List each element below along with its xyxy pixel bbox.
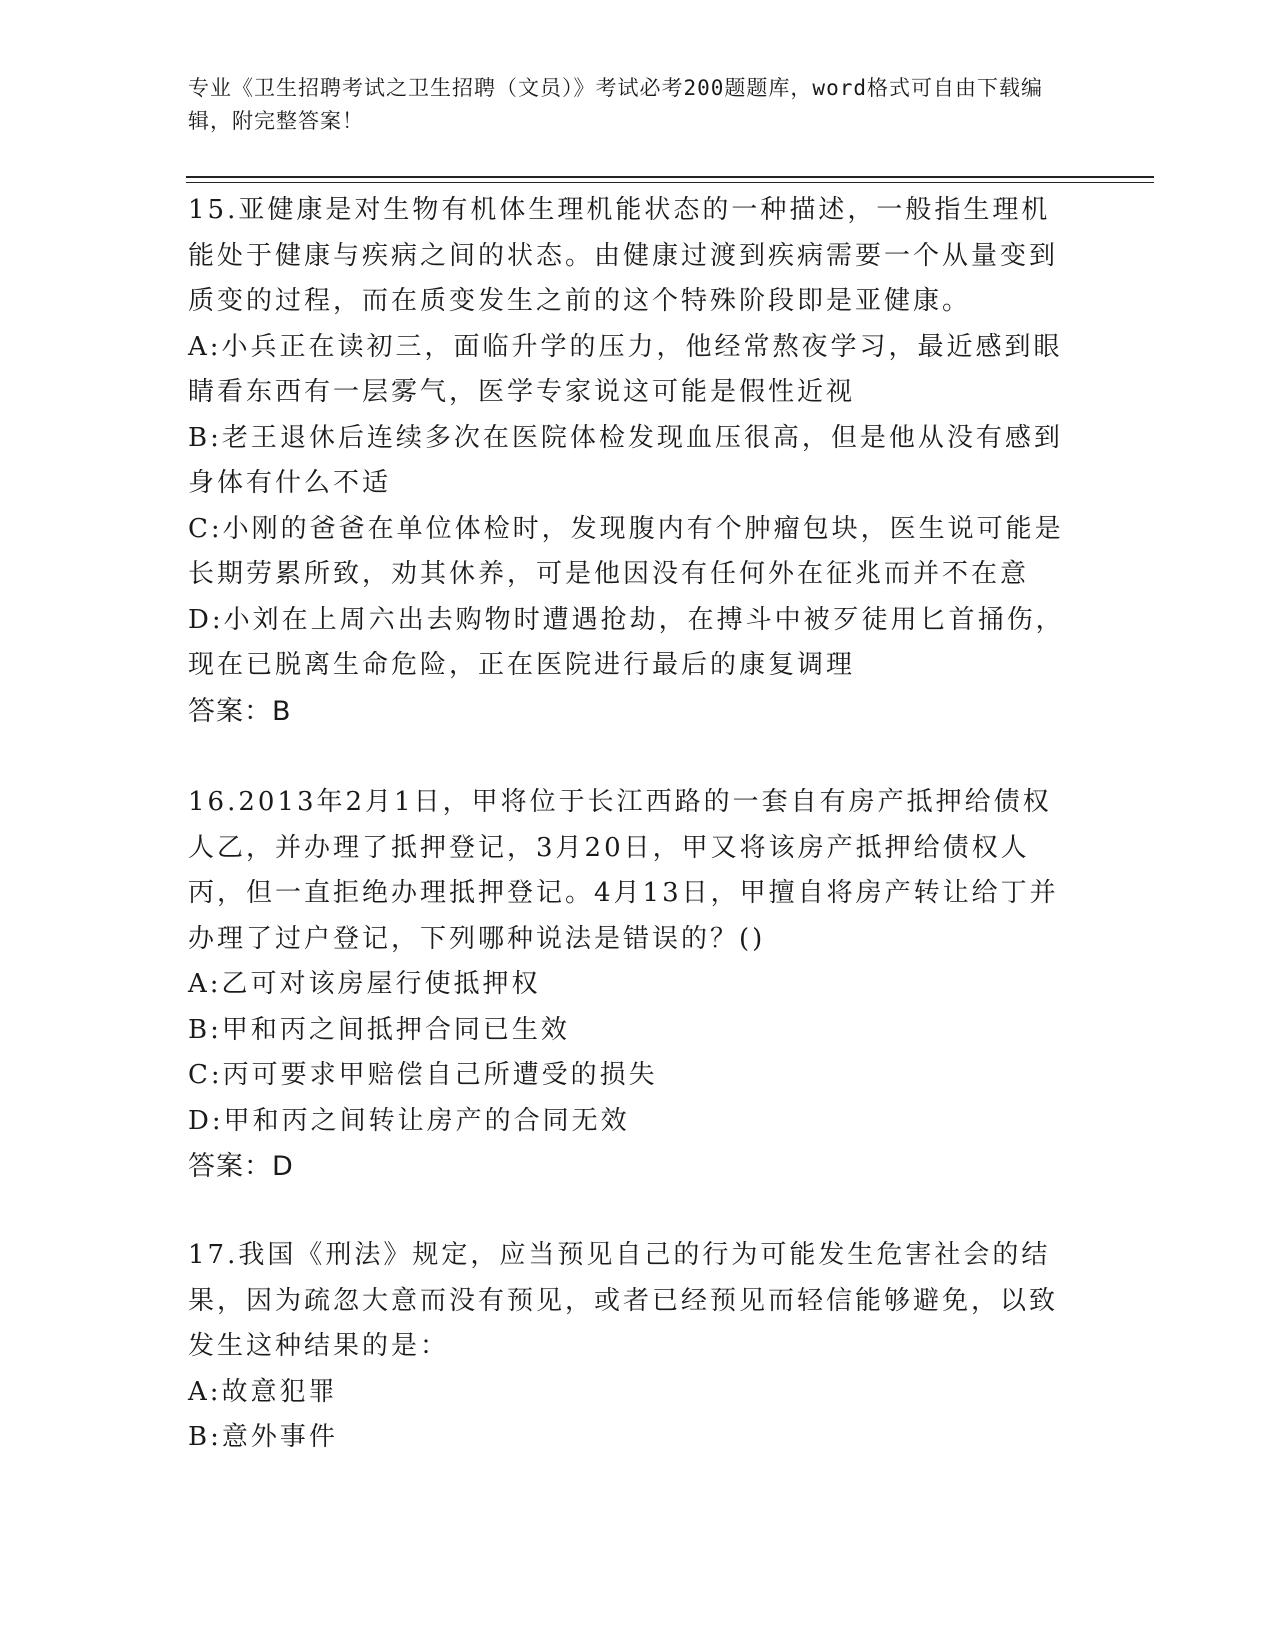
option-a: A:故意犯罪 (188, 1376, 338, 1407)
option-d: D:小刘在上周六出去购物时遭遇抢劫，在搏斗中被歹徒用匕首捅伤，现在已脱离生命危险，正在医院进行最后的康复调理 (188, 604, 1065, 680)
answer-line: 答案：D (188, 1151, 294, 1182)
option-c: C:小刚的爸爸在单位体检时，发现腹内有个肿瘤包块，医生说可能是长期劳累所致，劝其休养，可是他因没有任何外在征兆而并不在意 (188, 513, 1064, 589)
page-header: 专业《卫生招聘考试之卫生招聘（文员）》考试必考200题题库，word格式可自由下载编辑，附完整答案！ (188, 76, 1043, 133)
question-stem: 16.2013年2月1日，甲将位于长江西路的一套自有房产抵押给债权人乙，并办理了抵押登记，3月20日，甲又将该房产抵押给债权人丙，但一直拒绝办理抵押登记。4月13日，甲擅自将房产转让给丁并办理了过户登记，下列哪种说法是错误的？() (188, 787, 1059, 954)
header-divider-thick (186, 176, 1154, 178)
option-b: B:意外事件 (188, 1422, 338, 1452)
header-divider-thin (186, 182, 1154, 183)
option-a: A:小兵正在读初三，面临升学的压力，他经常熬夜学习，最近感到眼睛看东西有一层雾气，医学专家说这可能是假性近视 (188, 331, 1063, 407)
answer-line: 答案：B (188, 695, 292, 727)
question-stem: 15.亚健康是对生物有机体生理机能状态的一种描述，一般指生理机能处于健康与疾病之间的状态。由健康过渡到疾病需要一个从量变到质变的过程，而在质变发生之前的这个特殊阶段即是亚健康。 (188, 195, 1059, 316)
option-b: B:甲和丙之间抵押合同已生效 (188, 1014, 570, 1045)
option-d: D:甲和丙之间转让房产的合同无效 (188, 1105, 630, 1136)
question-16 (188, 780, 1088, 1190)
option-c: C:丙可要求甲赔偿自己所遭受的损失 (188, 1060, 658, 1090)
option-a: A:乙可对该房屋行使抵押权 (188, 969, 541, 999)
option-b: B:老王退休后连续多次在医院体检发现血压很高，但是他从没有感到身体有什么不适 (188, 422, 1063, 498)
question-15 (188, 188, 1088, 734)
question-stem: 17.我国《刑法》规定，应当预见自己的行为可能发生危害社会的结果，因为疏忽大意而没有预见，或者已经预见而轻信能够避免，以致发生这种结果的是： (188, 1240, 1059, 1361)
question-17 (188, 1233, 1088, 1461)
